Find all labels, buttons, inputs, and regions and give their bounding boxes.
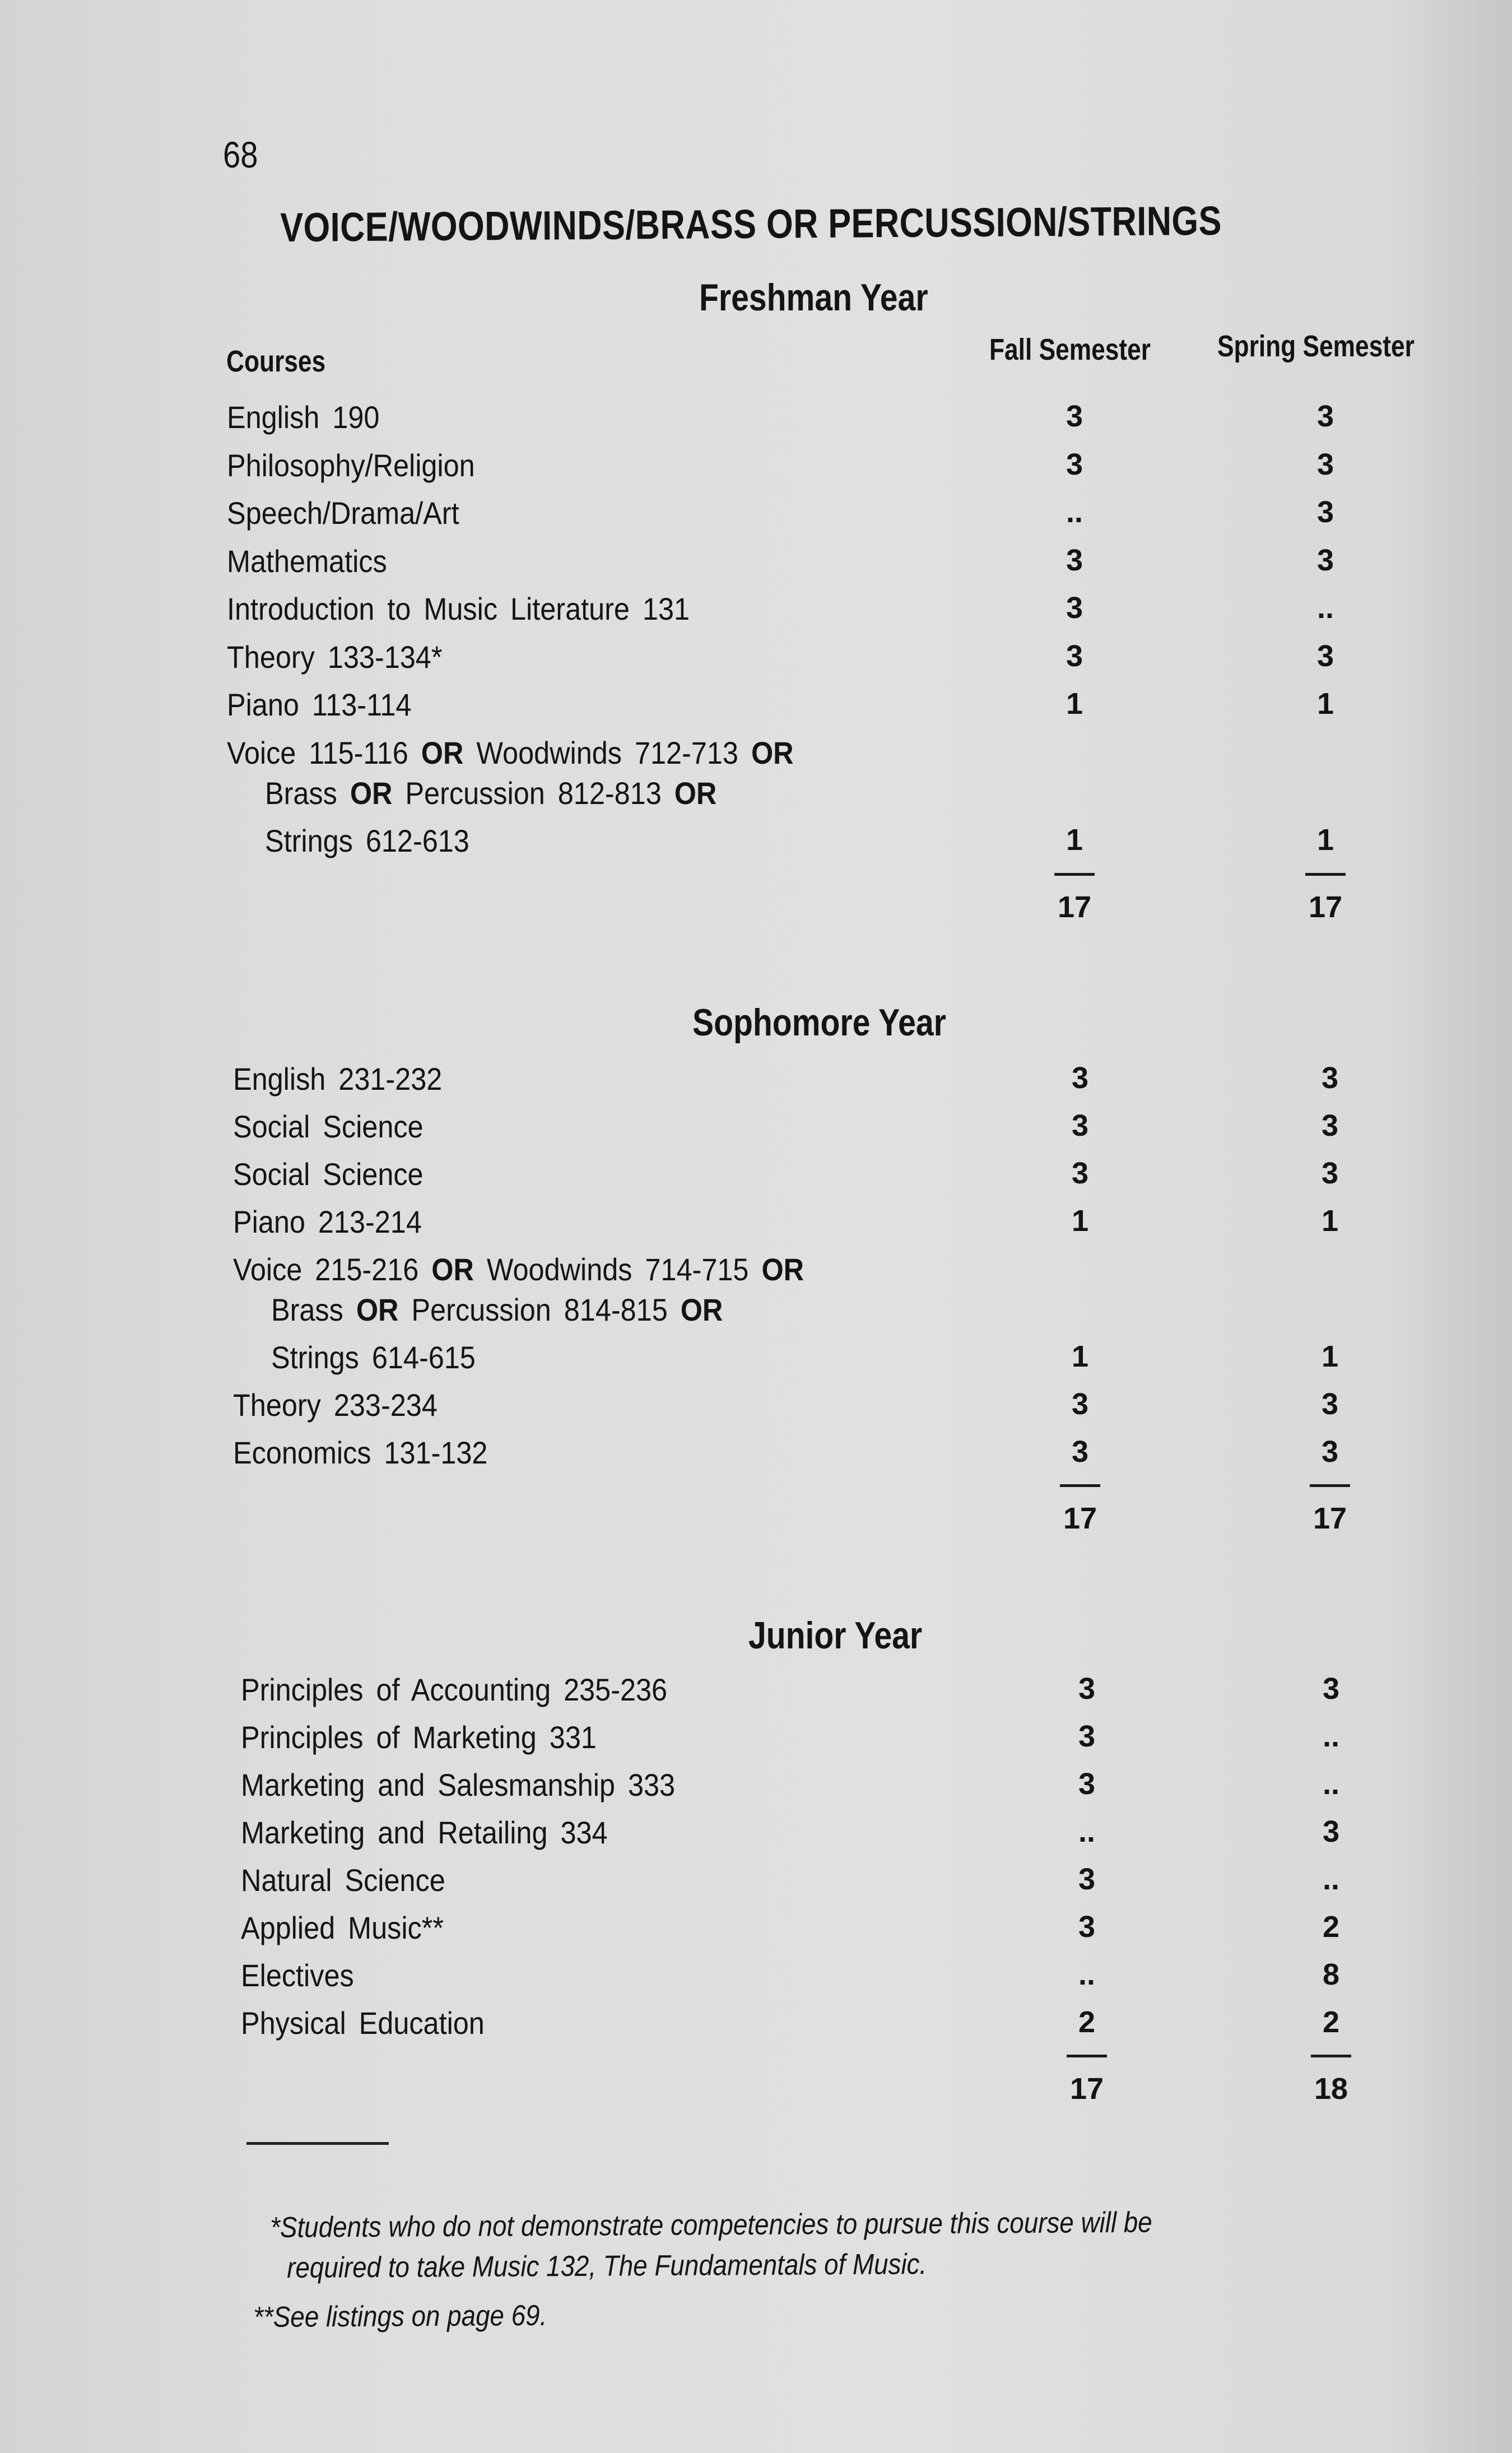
freshman-year-heading: Freshman Year (699, 276, 928, 319)
spring-total-rule (1311, 2055, 1351, 2057)
or-keyword: OR (350, 775, 393, 811)
spring-credits: 3 (1321, 1387, 1339, 1421)
course-text: Woodwinds 712-713 (463, 735, 751, 770)
course-row (0, 1671, 1512, 1720)
course-row (0, 639, 1512, 687)
or-keyword: OR (356, 1292, 399, 1327)
spring-credits: .. (1316, 591, 1334, 625)
spring-total: 17 (1308, 890, 1343, 924)
page-title: VOICE/WOODWINDS/BRASS OR PERCUSSION/STRINGS (280, 198, 1222, 250)
course-name (241, 1814, 608, 1851)
course-row (0, 1719, 1512, 1767)
fall-total-rule (1054, 873, 1095, 876)
course-name (227, 639, 442, 675)
course-name (227, 399, 379, 435)
course-row (0, 686, 1512, 735)
or-keyword: OR (431, 1252, 474, 1287)
spring-total: 17 (1313, 1502, 1347, 1535)
course-text: Theory 133-134* (227, 639, 443, 675)
or-keyword: OR (761, 1252, 804, 1287)
spring-credits: 8 (1322, 1958, 1340, 1991)
course-name-line (271, 1339, 476, 1376)
course-row (0, 399, 1512, 447)
course-name-line (265, 823, 469, 859)
course-text: Introduction to Music Literature 131 (227, 591, 690, 626)
course-name-line (265, 775, 717, 811)
spring-credits: 2 (1322, 1910, 1340, 1944)
spring-credits: 3 (1322, 1672, 1340, 1706)
course-name (227, 591, 690, 627)
course-text: Woodwinds 714-715 (473, 1252, 762, 1287)
fall-credits: 3 (1066, 639, 1083, 673)
fall-credits: 3 (1078, 1862, 1096, 1896)
course-text: Physical Education (241, 2005, 485, 2041)
course-row (0, 1387, 1512, 1435)
course-text: Percussion 812-813 (392, 775, 674, 811)
course-row (0, 447, 1512, 495)
course-row (0, 543, 1512, 591)
spring-credits: 1 (1321, 1340, 1339, 1373)
course-row (0, 591, 1512, 639)
fall-total-rule (1067, 2055, 1107, 2057)
spring-credits: 3 (1321, 1061, 1339, 1095)
course-text: Principles of Marketing 331 (241, 1720, 597, 1755)
course-text: English 231-232 (233, 1061, 443, 1097)
spring-semester-column-header: Spring Semester (1217, 329, 1415, 363)
fall-credits: 3 (1071, 1061, 1089, 1095)
sophomore-year-heading: Sophomore Year (692, 1001, 946, 1044)
fall-credits: 1 (1066, 823, 1083, 857)
or-keyword: OR (751, 735, 794, 770)
course-row (0, 1814, 1512, 1862)
fall-credits: 1 (1071, 1204, 1089, 1238)
fall-semester-column-header: Fall Semester (989, 333, 1151, 366)
page-number: 68 (223, 134, 258, 175)
course-name (233, 1108, 424, 1145)
footnote-1-line-2: required to take Music 132, The Fundamentals of Music. (287, 2248, 927, 2284)
course-text: Natural Science (241, 1862, 445, 1898)
fall-credits: 3 (1071, 1109, 1089, 1142)
courses-column-header: Courses (226, 345, 326, 378)
spring-credits: .. (1322, 1720, 1339, 1753)
course-text: Electives (241, 1958, 354, 1993)
course-text: Social Science (233, 1156, 424, 1192)
course-name (241, 1671, 667, 1708)
spring-credits: 3 (1322, 1815, 1340, 1848)
fall-total: 17 (1057, 890, 1092, 924)
course-row (0, 1767, 1512, 1815)
course-name (227, 447, 475, 484)
course-name (241, 1767, 675, 1803)
course-row (0, 1204, 1512, 1252)
course-row (0, 495, 1512, 543)
course-text: Marketing and Salesmanship 333 (241, 1767, 676, 1802)
course-row (0, 1061, 1512, 1109)
course-text: Mathematics (227, 543, 387, 579)
spring-total: 18 (1314, 2072, 1348, 2106)
fall-credits: .. (1078, 1815, 1095, 1848)
course-name (233, 1434, 487, 1471)
spring-credits: 3 (1316, 447, 1334, 481)
course-text: Piano 113-114 (227, 687, 412, 722)
course-name (227, 543, 387, 579)
course-name (233, 1061, 442, 1097)
course-name (233, 1387, 438, 1423)
spring-credits: .. (1322, 1767, 1339, 1801)
course-name (241, 1719, 597, 1755)
spring-total-rule (1310, 1484, 1350, 1487)
course-text: Theory 233-234 (233, 1387, 438, 1423)
fall-total-rule (1060, 1484, 1100, 1487)
spring-credits: 1 (1316, 823, 1334, 857)
course-text: Applied Music** (241, 1910, 444, 1945)
or-keyword: OR (674, 775, 717, 811)
course-row (0, 1862, 1512, 1910)
fall-credits: 3 (1078, 1720, 1096, 1753)
course-name (233, 1204, 422, 1240)
fall-credits: 3 (1071, 1435, 1089, 1469)
fall-credits: 3 (1078, 1910, 1096, 1944)
course-text: Strings 614-615 (271, 1340, 476, 1375)
course-name-line (227, 735, 794, 771)
fall-total: 17 (1069, 2072, 1104, 2106)
fall-credits: 1 (1071, 1340, 1089, 1373)
fall-credits: 3 (1066, 399, 1083, 433)
course-name (233, 1156, 424, 1192)
course-name-line (233, 1251, 804, 1288)
footnote-divider (246, 2142, 389, 2145)
course-text: Economics 131-132 (233, 1435, 488, 1470)
course-text: Voice 115-116 (227, 735, 421, 770)
fall-credits: 3 (1078, 1767, 1096, 1801)
spring-credits: 3 (1321, 1435, 1339, 1469)
course-row (0, 1910, 1512, 1958)
fall-credits: .. (1078, 1958, 1095, 1991)
fall-credits: 3 (1066, 447, 1083, 481)
course-row (0, 1957, 1512, 2005)
course-text: Brass (265, 775, 350, 811)
fall-credits: 3 (1066, 543, 1083, 577)
course-name (241, 2005, 485, 2041)
footnote-2: **See listings on page 69. (253, 2299, 547, 2334)
course-text: Voice 215-216 (233, 1252, 432, 1287)
course-name (241, 1957, 354, 1994)
course-row (0, 735, 1512, 858)
fall-credits: 1 (1066, 687, 1083, 721)
spring-credits: .. (1322, 1862, 1339, 1896)
course-row (0, 2005, 1512, 2053)
spring-credits: 3 (1316, 639, 1334, 673)
fall-credits: .. (1066, 495, 1083, 529)
spring-credits: 3 (1321, 1156, 1339, 1190)
junior-year-heading: Junior Year (748, 1614, 923, 1657)
course-text: Philosophy/Religion (227, 447, 475, 483)
course-name (241, 1862, 445, 1898)
course-name (227, 495, 459, 531)
fall-credits: 3 (1066, 591, 1083, 625)
spring-credits: 3 (1316, 543, 1334, 577)
spring-credits: 1 (1316, 687, 1334, 721)
course-name (227, 686, 411, 723)
course-text: Marketing and Retailing 334 (241, 1815, 608, 1850)
course-text: Speech/Drama/Art (227, 495, 459, 531)
spring-credits: 2 (1322, 2005, 1340, 2039)
fall-credits: 3 (1071, 1387, 1089, 1421)
spring-credits: 1 (1321, 1204, 1339, 1238)
course-text: Strings 612-613 (265, 823, 469, 858)
fall-credits: 3 (1071, 1156, 1089, 1190)
or-keyword: OR (680, 1292, 723, 1327)
or-keyword: OR (421, 735, 464, 770)
spring-credits: 3 (1316, 495, 1334, 529)
course-text: Brass (271, 1292, 356, 1327)
spring-credits: 3 (1316, 399, 1334, 433)
course-name (241, 1910, 444, 1946)
fall-total: 17 (1063, 1502, 1097, 1535)
course-text: Percussion 814-815 (398, 1292, 681, 1327)
course-row (0, 1434, 1512, 1483)
course-text: Principles of Accounting 235-236 (241, 1672, 668, 1707)
fall-credits: 3 (1078, 1672, 1096, 1706)
footnote-1-line-1: *Students who do not demonstrate competencies to pursue this course will be (270, 2206, 1152, 2244)
course-row (0, 1108, 1512, 1156)
spring-credits: 3 (1321, 1109, 1339, 1142)
course-row (0, 1251, 1512, 1375)
course-name-line (271, 1291, 723, 1328)
course-text: English 190 (227, 399, 380, 435)
course-row (0, 1156, 1512, 1204)
course-text: Piano 213-214 (233, 1204, 422, 1239)
fall-credits: 2 (1078, 2005, 1096, 2039)
course-text: Social Science (233, 1109, 424, 1144)
spring-total-rule (1305, 873, 1346, 876)
